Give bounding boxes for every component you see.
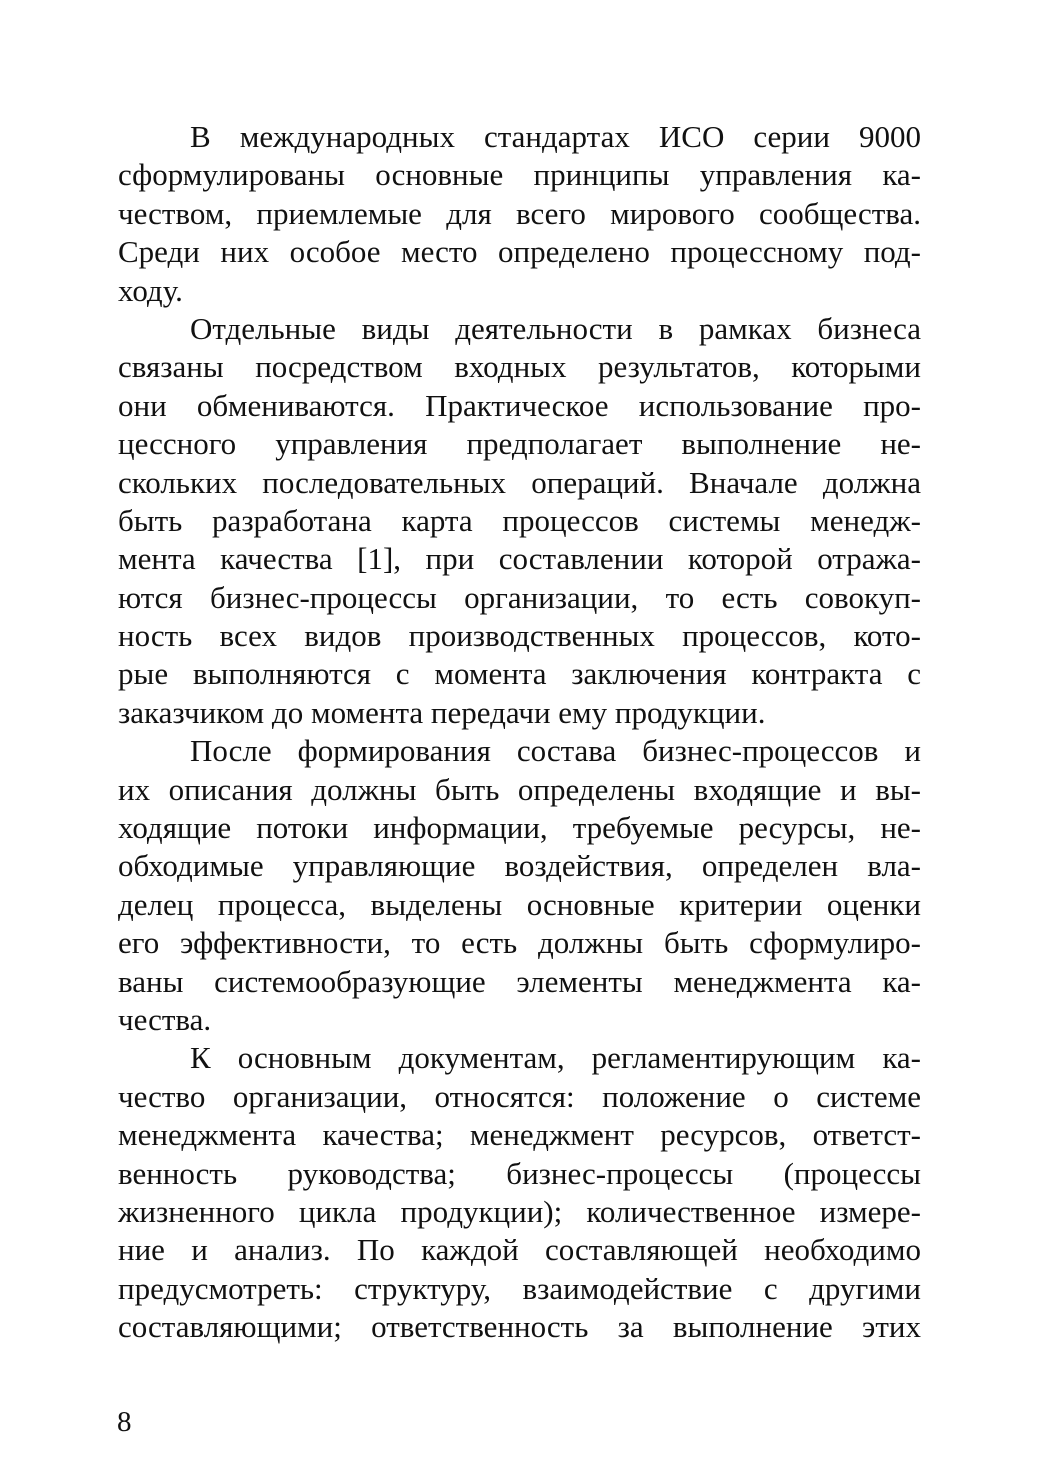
text-line: их описания должны быть определены входящие и вы- — [118, 771, 921, 807]
text-line: обходимые управляющие воздействия, определен вла- — [118, 848, 921, 884]
paragraph-1 — [118, 118, 921, 310]
text-line: чество организации, относятся: положение о системе — [118, 1078, 921, 1114]
text-line: ходящие потоки информации, требуемые ресурсы, не- — [118, 810, 921, 846]
paragraph-4 — [118, 1039, 921, 1346]
text-line: делец процесса, выделены основные критерии оценки — [118, 886, 921, 922]
text-line: ваны системообразующие элементы менеджмента ка- — [118, 963, 921, 999]
text-line: рые выполняются с момента заключения контракта с — [118, 656, 921, 692]
text-line: составляющими; ответственность за выполнение этих — [118, 1309, 921, 1345]
text-line: венность руководства; бизнес-процессы (процессы — [118, 1155, 921, 1191]
text-line: сформулированы основные принципы управления ка- — [118, 157, 921, 193]
text-line: чества. — [118, 1001, 212, 1037]
body-text — [118, 118, 921, 1347]
text-line: Отдельные виды деятельности в рамках бизнеса — [190, 310, 921, 346]
text-line: менеджмента качества; менеджмент ресурсов, ответст- — [118, 1117, 921, 1153]
text-line: заказчиком до момента передачи ему продукции. — [118, 694, 766, 730]
text-line: жизненного цикла продукции); количественное измере- — [118, 1193, 921, 1229]
text-line: Среди них особое место определено процессному под- — [118, 234, 921, 270]
paragraph-2 — [118, 310, 921, 732]
text-line: цессного управления предполагает выполнение не- — [118, 426, 921, 462]
text-line: мента качества [1], при составлении которой отража- — [118, 541, 921, 577]
text-line: ность всех видов производственных процессов, кото- — [118, 618, 921, 654]
text-line: ние и анализ. По каждой составляющей необходимо — [118, 1232, 921, 1268]
text-line: скольких последовательных операций. Вначале должна — [118, 464, 921, 500]
text-line: связаны посредством входных результатов, которыми — [118, 349, 921, 385]
text-line: В международных стандартах ИСО серии 9000 — [190, 119, 921, 154]
text-line: быть разработана карта процессов системы менедж- — [118, 502, 921, 538]
text-line: они обмениваются. Практическое использование про- — [118, 387, 921, 423]
text-line: предусмотреть: структуру, взаимодействие с другими — [118, 1270, 921, 1306]
paragraph-3 — [118, 732, 921, 1039]
text-line: чеством, приемлемые для всего мирового сообщества. — [118, 195, 921, 231]
text-line: ходу. — [118, 272, 183, 308]
page-number: 8 — [117, 1406, 132, 1438]
text-line: его эффективности, то есть должны быть сформулиро- — [118, 925, 921, 961]
text-line: ются бизнес-процессы организации, то есть совокуп- — [118, 579, 921, 615]
text-line: После формирования состава бизнес-процессов и — [190, 733, 921, 769]
text-line: К основным документам, регламентирующим ка- — [190, 1040, 921, 1076]
